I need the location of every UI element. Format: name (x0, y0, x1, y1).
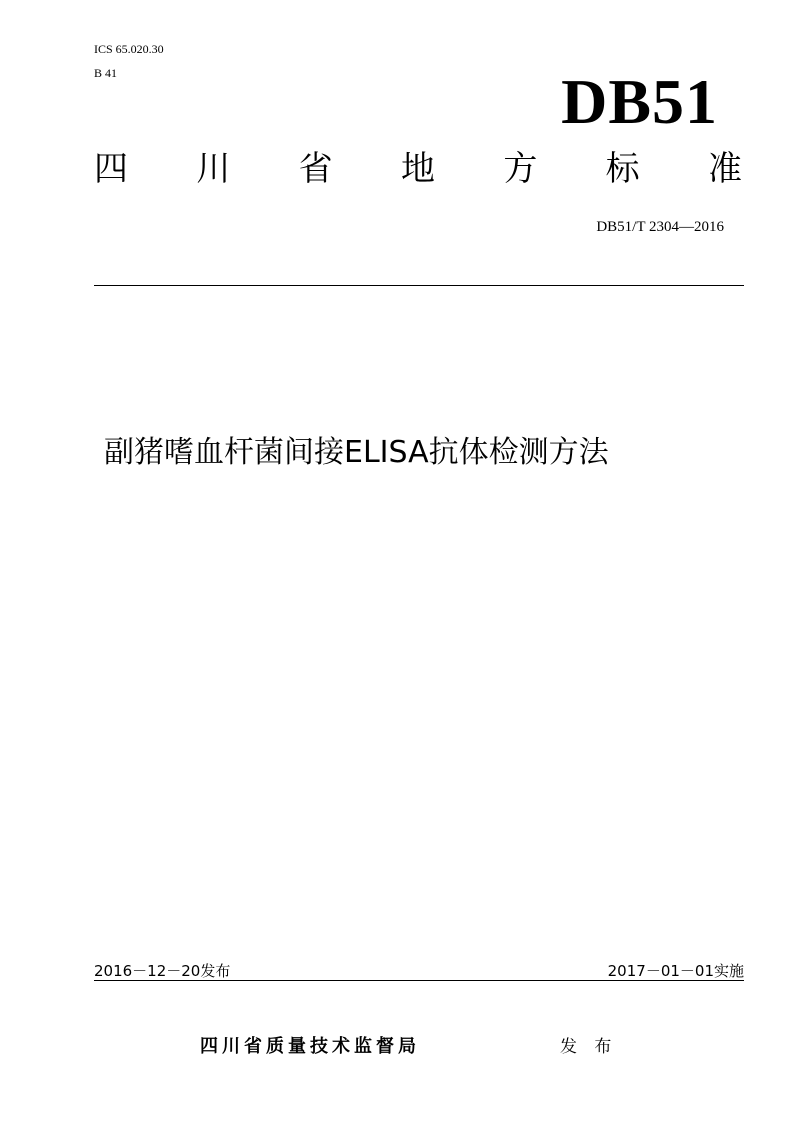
publish-label: 发 布 (560, 1037, 618, 1057)
db-logo: DB51 (561, 66, 718, 137)
standard-type-char: 地 (400, 149, 435, 189)
standard-type-char: 标 (605, 149, 640, 189)
header-divider (94, 285, 744, 286)
issue-date: 2016－12－20发布 (94, 962, 231, 980)
standard-type-char: 方 (503, 149, 538, 189)
implementation-date: 2017－01－01实施 (607, 962, 744, 980)
standard-type-char: 省 (298, 149, 333, 189)
ccs-code: B 41 (94, 66, 118, 80)
standard-type-heading (94, 149, 742, 189)
standard-number: DB51/T 2304—2016 (596, 219, 724, 235)
issuing-authority: 四川省质量技术监督局 (200, 1036, 420, 1057)
standard-type-char: 川 (196, 149, 231, 189)
date-row (94, 960, 744, 981)
document-title: 副猪嗜血杆菌间接ELISA抗体检测方法 (104, 435, 609, 470)
ics-code: ICS 65.020.30 (94, 42, 164, 56)
standard-type-char: 四 (94, 149, 128, 189)
standard-type-char: 准 (707, 149, 742, 189)
